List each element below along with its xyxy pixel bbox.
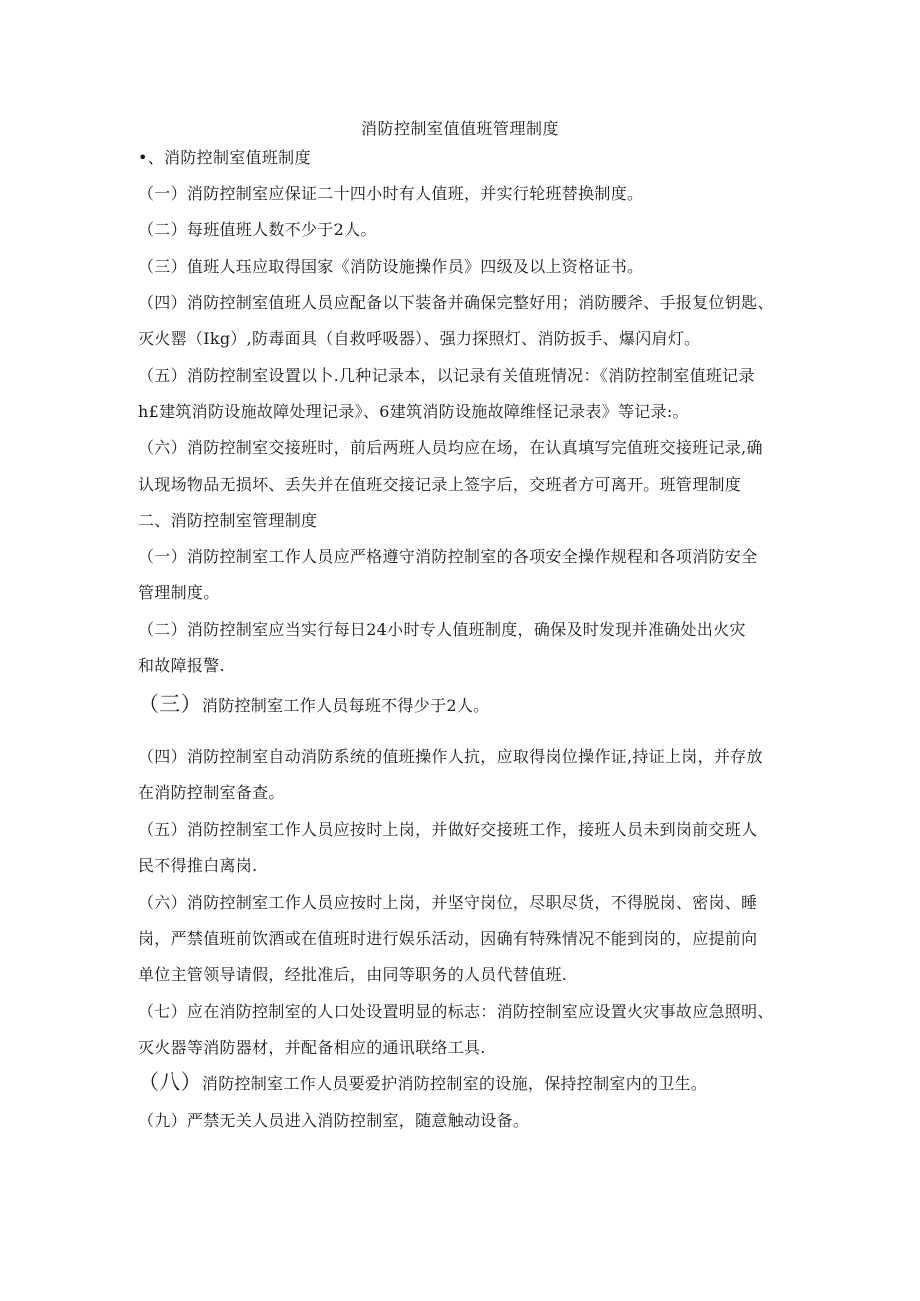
paragraph-line: 管理制度。 [138, 583, 220, 602]
paragraph-line: （二）每班值班人数不少于2人。 [138, 220, 377, 239]
section-heading-1: •、消防控制室值班制度 [138, 148, 311, 167]
paragraph-line: 和故障报警. [138, 656, 225, 675]
paragraph-line: 民不得推白离岗. [138, 856, 258, 875]
paragraph-line: （九）严禁无关人员进入消防控制室，随意触动设备。 [138, 1111, 530, 1130]
paragraph-line: （六）消防控制室交接班时，前后两班人员均应在场，在认真填写完值班交接班记录,确 [138, 438, 763, 457]
item-text: 消防控制室工作人员每班不得少于2人。 [201, 696, 490, 715]
paragraph-line [138, 1072, 707, 1094]
paragraph-line: （六）消防控制室工作人员应按时上岗，并坚守岗位，尽职尽货，不得脱岗、密岗、睡 [138, 893, 758, 912]
paragraph-line: 岗，严禁值班前饮酒或在值班时进行娱乐活动，因确有特殊情况不能到岗的，应提前向 [138, 929, 758, 948]
item-text: 消防控制室工作人员要爱护消防控制室的设施，保持控制室内的卫生。 [201, 1074, 708, 1093]
paragraph-line: （五）消防控制室设置以卜.几种记录本，以记录有关值班情况：《消防控制室值班记录 [138, 366, 755, 385]
item-marker: （八） [138, 1070, 202, 1094]
paragraph-line: h£建筑消防设施故障处理记录》、6建筑消防设施故障维怪记录表》等记录:。 [138, 402, 689, 421]
paragraph-line: （四）消防控制室自动消防系统的值班操作人抗，应取得岗位操作证,持证上岗，并存放 [138, 747, 763, 766]
paragraph-line: （一）消防控制室应保证二十四小时有人值班，并实行轮班替换制度。 [138, 184, 644, 203]
paragraph-line: （七）应在消防控制室的人口处设置明显的标志：消防控制室应设置火灾事故应急照明、 [138, 1002, 774, 1021]
paragraph-line [138, 694, 490, 716]
paragraph-line: （二）消防控制室应当实行每日24小时专人值班制度，确保及时发现并准确处出火灾 [138, 620, 746, 639]
paragraph-line: （五）消防控制室工作人员应按时上岗，并做好交接班工作，接班人员未到岗前交班人 [138, 820, 758, 839]
document-title: 消防控制室值值班管理制度 [360, 119, 559, 138]
paragraph-line: （四）消防控制室值班人员应配备以下装备并确保完整好用；消防腰斧、手报复位钥匙、 [138, 293, 774, 312]
paragraph-line: （三）值班人珏应取得国家《消防设施操作员》四级及以上资格证书。 [138, 257, 644, 276]
paragraph-line: 认现场物品无损坏、丢失并在值班交接记录上签字后，交班者方可离开。班管理制度 [138, 475, 742, 494]
paragraph-line: 单位主管领导请假，经批准后，由同等职务的人员代替值班. [138, 965, 568, 984]
paragraph-line: （一）消防控制室工作人员应严格遵守消防控制室的各项安全操作规程和各项消防安全 [138, 547, 758, 566]
paragraph-line: 灭火器等消防器材，并配备相应的通讯联络工具. [138, 1038, 486, 1057]
section-heading-2: 二、消防控制室管理制度 [138, 511, 318, 530]
paragraph-line: 灭火罂（Ikg）,防毒面具（自救呼吸器）、强力探照灯、消防扳手、爆闪肩灯。 [138, 329, 701, 348]
paragraph-line: 在消防控制室备查。 [138, 783, 285, 802]
item-marker: （三） [138, 692, 202, 716]
